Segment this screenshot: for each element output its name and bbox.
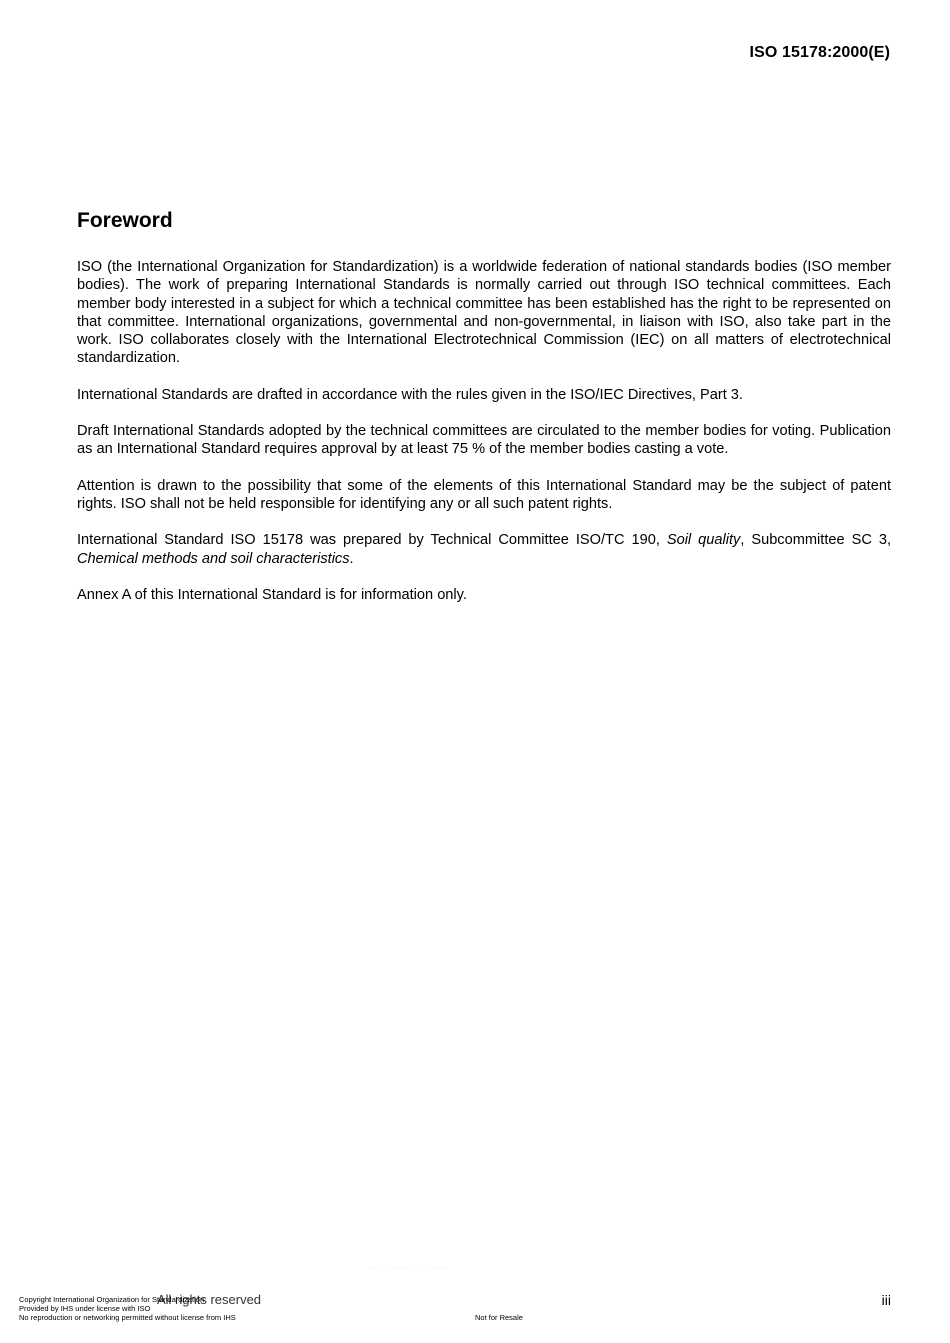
foreword-heading: Foreword: [77, 209, 173, 232]
license-line: Provided by IHS under license with ISO: [19, 1304, 151, 1313]
committee-text-middle: , Subcommittee SC 3,: [740, 532, 891, 549]
copyright-notice: [19, 1295, 236, 1322]
copyright-line: Copyright International Organization for Standardization: [19, 1295, 205, 1304]
rights-reserved: All rights reserved: [157, 1292, 262, 1307]
committee-text-suffix: .: [349, 550, 354, 567]
paragraph-iso-intro: ISO (the International Organization for Standardization) is a worldwide federation of national standards bodies (ISO member bodies). The work of preparing International Standards is normally carried out through ISO technical committees. Each member body interested in a subject for which a technical committee has been established has the right to be represented on that committee. International organizations, governmental and non-governmental, in liaison with ISO, also take part in the work. ISO collaborates closely with the International Electrotechnical Commission (IEC) on all matters of electrotechnical standardization.: [77, 259, 891, 367]
paragraph-patent-rights: Attention is drawn to the possibility that some of the elements of this International Standard may be the subject of patent rights. ISO shall not be held responsible for identifying any or all such patent rights.: [77, 477, 891, 512]
faint-watermark-dots: ·· ·· ····· ·· ···· · ·· ···: [368, 1266, 450, 1272]
paragraph-voting: Draft International Standards adopted by the technical committees are circulated to the member bodies for voting. Publication as an International Standard requires approval by at least 75 % of the member bodies casting a vote.: [77, 423, 891, 458]
document-id: ISO 15178:2000(E): [749, 44, 890, 61]
not-for-resale-label: Not for Resale: [475, 1313, 523, 1322]
paragraph-drafting-rules: International Standards are drafted in accordance with the rules given in the ISO/IEC Directives, Part 3.: [77, 386, 743, 403]
committee-text-prefix: International Standard ISO 15178 was prepared by Technical Committee ISO/TC 190,: [77, 532, 667, 549]
foreword-body: [77, 258, 891, 622]
page-number: iii: [881, 1292, 891, 1308]
paragraph-committee: [77, 531, 891, 568]
paragraph-annex-note: Annex A of this International Standard is for information only.: [77, 586, 467, 603]
subcommittee-name: Chemical methods and soil characteristics: [77, 550, 350, 567]
committee-name: Soil quality: [666, 532, 741, 549]
reproduction-line: No reproduction or networking permitted without license from IHS: [19, 1313, 236, 1322]
